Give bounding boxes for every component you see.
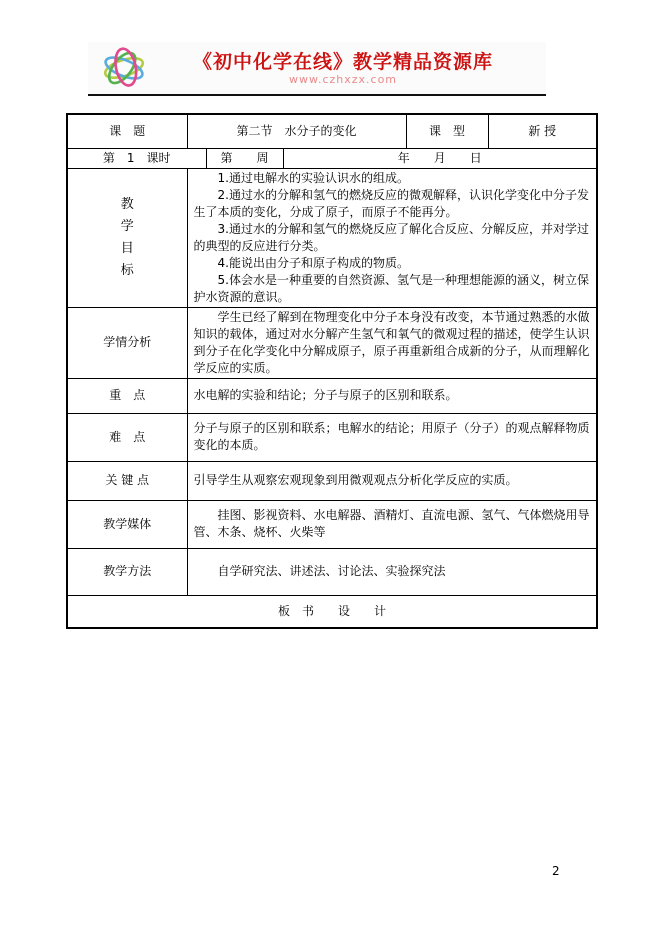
goals-label (67, 168, 187, 307)
methods-text: 自学研究法、讲述法、讨论法、实验探究法 (217, 564, 446, 578)
analysis-text: 学生已经了解到在物理变化中分子本身没有改变，本节通过熟悉的水做知识的载体，通过对水分解产生氢气和氧气的微观过程的描述，使学生认识到分子在化学变化中分解成原子，原子再重新组合成新的分子，从而理解化学反应的实质。 (193, 309, 590, 375)
methods-content (187, 548, 597, 595)
analysis-content (187, 307, 597, 378)
goal-item: 3.通过水的分解和氢气的燃烧反应了解化合反应、分解反应，并对学过的典型的反应进行分类。 (193, 221, 589, 253)
row-board-design (67, 595, 597, 628)
key-point-content (187, 378, 597, 413)
methods-label: 教学方法 (67, 548, 187, 595)
key-point-text: 水电解的实验和结论；分子与原子的区别和联系。 (193, 388, 458, 402)
period-cell: 第 1 课时 (67, 148, 206, 168)
media-label: 教学媒体 (67, 500, 187, 548)
site-logo (88, 44, 160, 92)
row-topic (67, 114, 597, 148)
page-number: 2 (552, 864, 560, 878)
week-cell: 第 周 (206, 148, 283, 168)
row-goals (67, 168, 597, 307)
board-design-label: 板 书 设 计 (67, 595, 597, 628)
type-label: 课 型 (406, 114, 488, 148)
key-point-label: 重 点 (67, 378, 187, 413)
crux-content (187, 461, 597, 500)
row-media (67, 500, 597, 548)
site-header (88, 42, 546, 96)
site-title: 《初中化学在线》教学精品资源库 (192, 50, 493, 73)
difficulty-text: 分子与原子的区别和联系；电解水的结论；用原子（分子）的观点解释物质变化的本质。 (193, 421, 590, 452)
topic-label: 课 题 (67, 114, 187, 148)
difficulty-content (187, 413, 597, 461)
row-methods (67, 548, 597, 595)
goal-item: 1.通过电解水的实验认识水的组成。 (217, 170, 409, 185)
type-value: 新 授 (488, 114, 597, 148)
crux-text: 引导学生从观察宏观现象到用微观观点分析化学反应的实质。 (193, 473, 518, 487)
date-cell: 年 月 日 (283, 148, 597, 168)
analysis-label: 学情分析 (67, 307, 187, 378)
row-key-point (67, 378, 597, 413)
row-difficulty (67, 413, 597, 461)
goal-item: 2.通过水的分解和氢气的燃烧反应的微观解释，认识化学变化中分子发生了本质的变化，分成了原子，而原子不能再分。 (193, 187, 589, 219)
header-text-block (160, 51, 546, 86)
row-schedule (67, 148, 597, 168)
atom-orbits-icon (97, 44, 151, 92)
topic-value: 第二节 水分子的变化 (187, 114, 406, 148)
site-url: www.czhxzx.com (288, 72, 398, 86)
crux-label: 关 键 点 (67, 461, 187, 500)
media-content (187, 500, 597, 548)
goal-item: 4.能说出由分子和原子构成的物质。 (217, 255, 409, 270)
row-analysis (67, 307, 597, 378)
row-crux (67, 461, 597, 500)
difficulty-label: 难 点 (67, 413, 187, 461)
goals-label-text: 教学目标 (120, 196, 134, 278)
lesson-plan-table (66, 113, 598, 629)
goal-item: 5.体会水是一种重要的自然资源、氢气是一种理想能源的涵义，树立保护水资源的意识。 (193, 272, 589, 304)
goals-content (187, 168, 597, 307)
media-text: 挂图、影视资料、水电解器、酒精灯、直流电源、氢气、气体燃烧用导管、木条、烧杯、火柴等 (193, 508, 590, 539)
